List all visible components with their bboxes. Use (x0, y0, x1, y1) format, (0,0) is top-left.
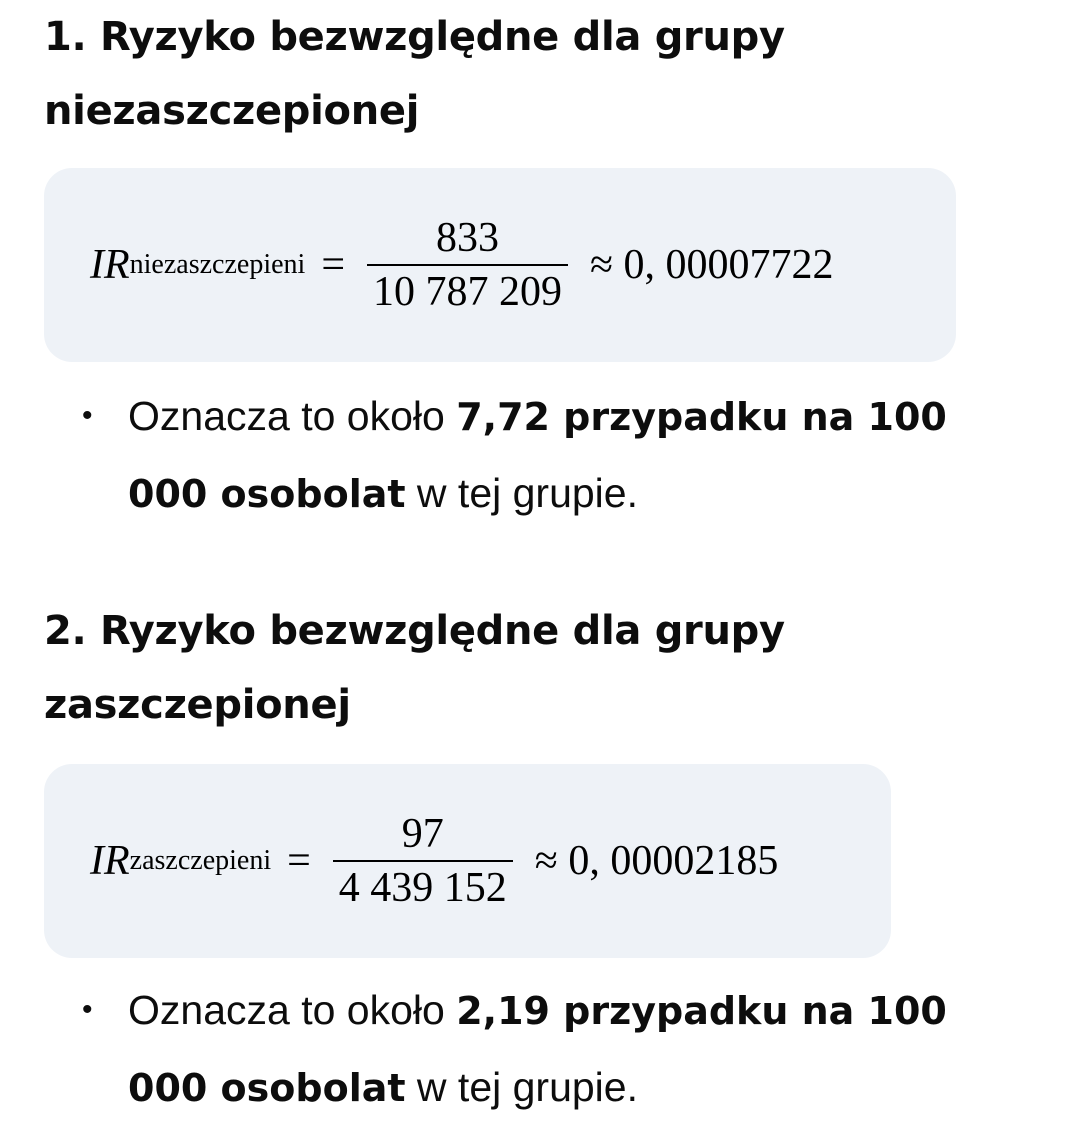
formula-numerator: 833 (436, 215, 499, 261)
bullet-marker: • (82, 993, 93, 1026)
formula-approx-value: ≈ 0, 00007722 (590, 242, 834, 288)
formula-fraction (367, 216, 568, 314)
formula: IR niezaszczepieni = $\frac{833}{10 787 209}$ ≈ 0, 00007722 (90, 215, 834, 315)
bullet-text (128, 972, 1028, 1126)
formula-denominator: 10 787 209 (373, 269, 562, 315)
bullet-text (128, 378, 1028, 532)
heading-line-1: 2. Ryzyko bezwzględne dla grupy (44, 608, 785, 654)
formula-box (44, 764, 891, 958)
heading-line-2: niezaszczepionej (44, 88, 420, 134)
section-heading (44, 0, 1044, 148)
bullet-marker: • (82, 399, 93, 432)
section-vaccinated (44, 594, 1044, 1139)
formula-equals: = (287, 838, 311, 884)
formula: IR zaszczepieni = $\frac{97}{4 439 152}$ ≈ 0, 00002185 (90, 811, 779, 911)
bullet-text-bold: 7,72 przypadku na 100 000 osobolat (128, 395, 947, 516)
formula-equals: = (321, 242, 345, 288)
heading-line-1: 1. Ryzyko bezwzględne dla grupy (44, 14, 785, 60)
bullet-text-bold: 2,19 przypadku na 100 000 osobolat (128, 989, 947, 1110)
formula-numerator: 97 (401, 811, 444, 857)
formula-variable: IR (90, 242, 130, 288)
formula-fraction (333, 812, 513, 910)
list-item (44, 378, 1044, 532)
list-item (44, 972, 1044, 1126)
section-unvaccinated (44, 0, 1044, 560)
bullet-text-before: Oznacza to około (128, 987, 457, 1033)
heading-line-2: zaszczepionej (44, 682, 351, 728)
formula-approx-value: ≈ 0, 00002185 (534, 838, 779, 884)
formula-variable: IR (90, 838, 130, 884)
formula-denominator: 4 439 152 (338, 865, 507, 911)
bullet-text-before: Oznacza to około (128, 393, 457, 439)
bullet-text-after: w tej grupie. (405, 1064, 638, 1110)
formula-box (44, 168, 956, 362)
bullet-text-after: w tej grupie. (405, 470, 638, 516)
section-heading (44, 594, 1044, 742)
